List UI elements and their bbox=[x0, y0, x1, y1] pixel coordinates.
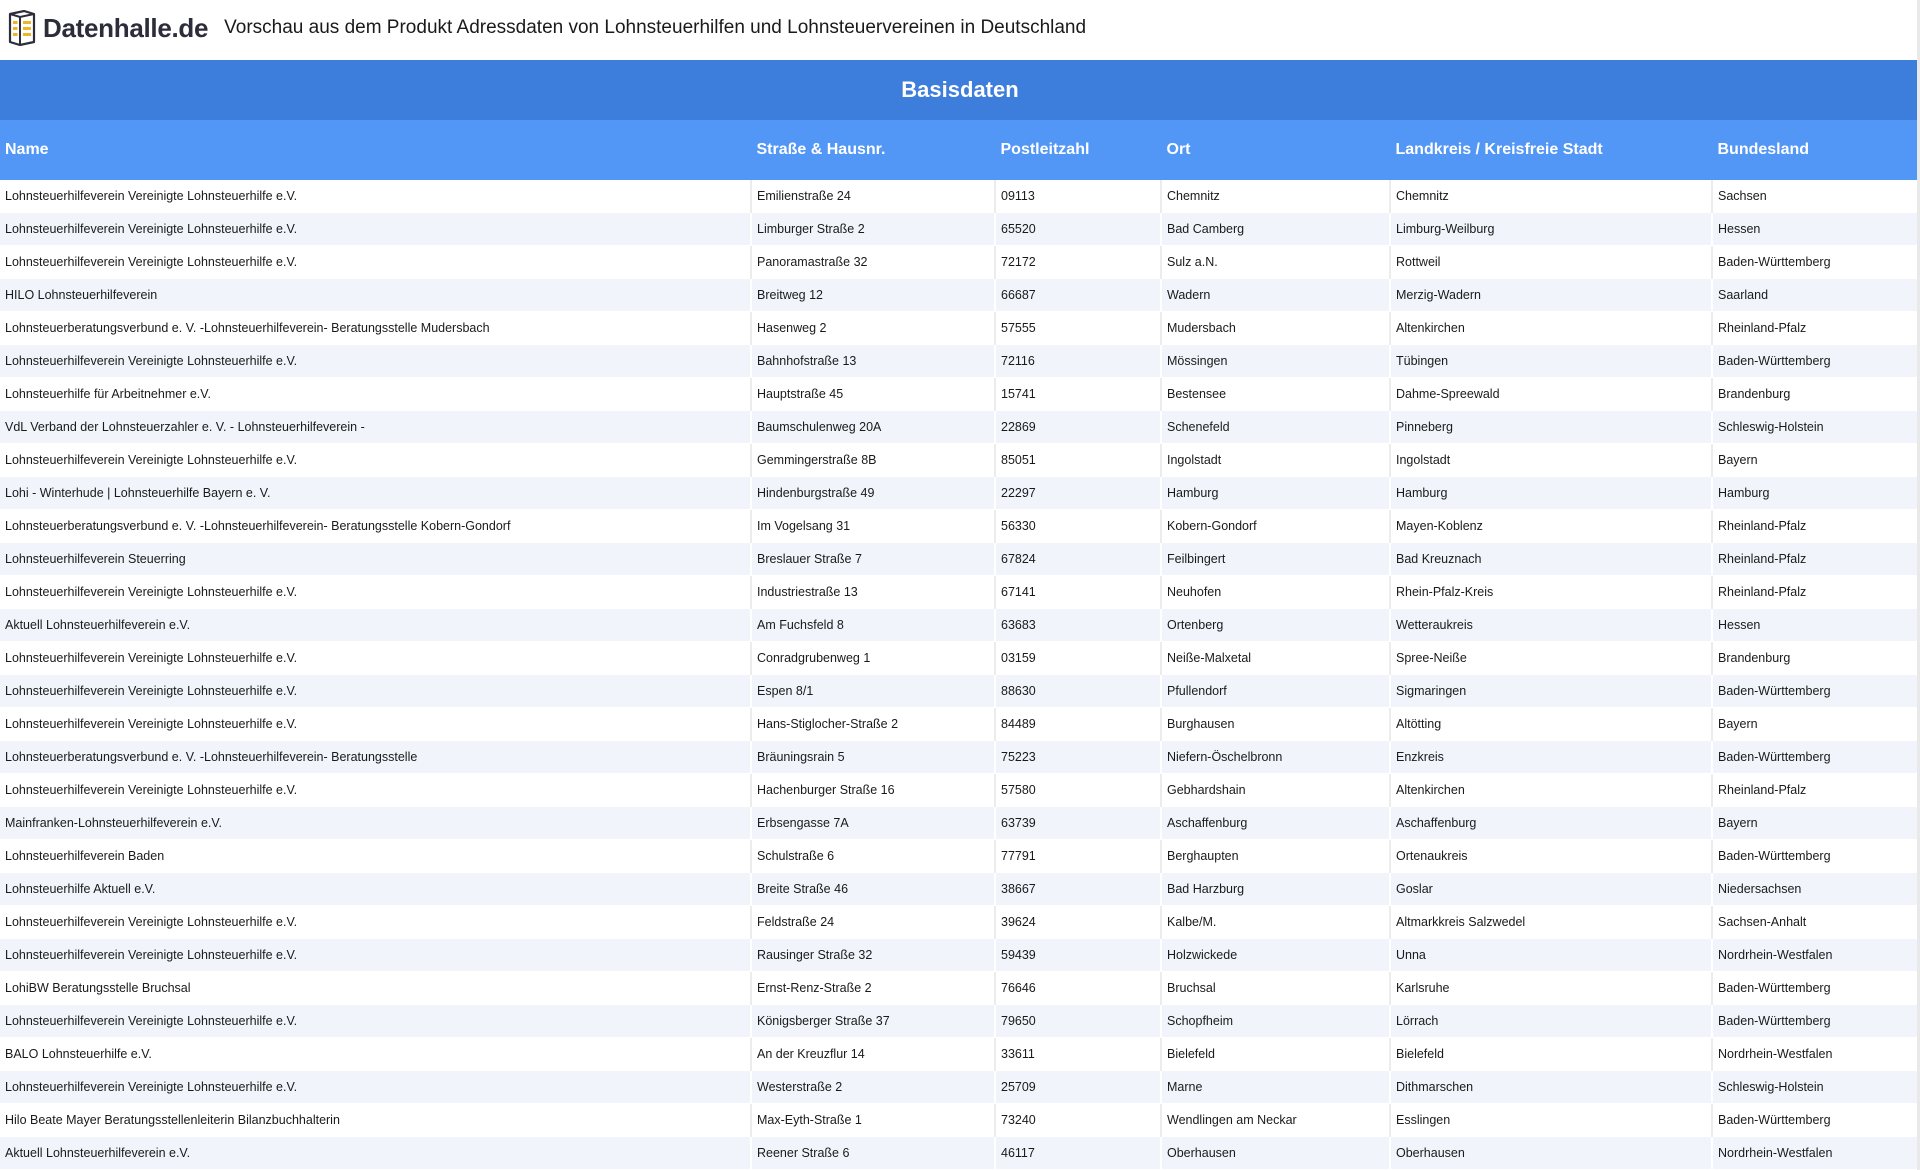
table-row bbox=[0, 906, 1920, 939]
column-state-cell: Baden-Württemberg bbox=[1712, 840, 1920, 873]
column-street-cell: Hauptstraße 45 bbox=[751, 378, 995, 411]
column-street-cell: Erbsengasse 7A bbox=[751, 807, 995, 840]
column-street-cell: Westerstraße 2 bbox=[751, 1071, 995, 1104]
column-postal-code-cell: 22297 bbox=[995, 477, 1161, 510]
column-state-cell: Baden-Württemberg bbox=[1712, 345, 1920, 378]
column-postal-code-cell: 77791 bbox=[995, 840, 1161, 873]
column-street-cell: Schulstraße 6 bbox=[751, 840, 995, 873]
column-postal-code-cell: 76646 bbox=[995, 972, 1161, 1005]
column-street-cell: Emilienstraße 24 bbox=[751, 180, 995, 213]
column-city-cell: Wadern bbox=[1161, 279, 1390, 312]
column-district-header: Landkreis / Kreisfreie Stadt bbox=[1390, 120, 1712, 180]
column-name-cell: Lohnsteuerhilfeverein Steuerring bbox=[0, 543, 751, 576]
column-street-cell: Panoramastraße 32 bbox=[751, 246, 995, 279]
column-city-cell: Gebhardshain bbox=[1161, 774, 1390, 807]
column-postal-code-cell: 88630 bbox=[995, 675, 1161, 708]
column-name-cell: Lohnsteuerhilfeverein Vereinigte Lohnsteuerhilfe e.V. bbox=[0, 708, 751, 741]
column-district-cell: Altötting bbox=[1390, 708, 1712, 741]
column-state-cell: Baden-Württemberg bbox=[1712, 972, 1920, 1005]
column-state-cell: Rheinland-Pfalz bbox=[1712, 543, 1920, 576]
column-district-cell: Rottweil bbox=[1390, 246, 1712, 279]
column-city-cell: Holzwickede bbox=[1161, 939, 1390, 972]
section-title: Basisdaten bbox=[0, 60, 1920, 120]
column-state-cell: Baden-Württemberg bbox=[1712, 246, 1920, 279]
column-name-cell: Lohnsteuerberatungsverbund e. V. -Lohnsteuerhilfeverein- Beratungsstelle bbox=[0, 741, 751, 774]
table-row bbox=[0, 609, 1920, 642]
column-district-cell: Lörrach bbox=[1390, 1005, 1712, 1038]
table-row bbox=[0, 444, 1920, 477]
column-state-cell: Saarland bbox=[1712, 279, 1920, 312]
column-street-cell: An der Kreuzflur 14 bbox=[751, 1038, 995, 1071]
column-state-cell: Nordrhein-Westfalen bbox=[1712, 939, 1920, 972]
column-postal-code-cell: 15741 bbox=[995, 378, 1161, 411]
column-city-cell: Ingolstadt bbox=[1161, 444, 1390, 477]
column-district-cell: Unna bbox=[1390, 939, 1712, 972]
column-street-cell: Limburger Straße 2 bbox=[751, 213, 995, 246]
table-row bbox=[0, 741, 1920, 774]
column-postal-code-cell: 79650 bbox=[995, 1005, 1161, 1038]
column-city-cell: Oberhausen bbox=[1161, 1137, 1390, 1170]
table-header bbox=[0, 120, 1920, 180]
column-name-cell: Lohnsteuerberatungsverbund e. V. -Lohnsteuerhilfeverein- Beratungsstelle Kobern-Gondorf bbox=[0, 510, 751, 543]
column-street-cell: Königsberger Straße 37 bbox=[751, 1005, 995, 1038]
column-city-cell: Niefern-Öschelbronn bbox=[1161, 741, 1390, 774]
column-street-cell: Ernst-Renz-Straße 2 bbox=[751, 972, 995, 1005]
column-city-cell: Neiße-Malxetal bbox=[1161, 642, 1390, 675]
column-name-cell: Aktuell Lohnsteuerhilfeverein e.V. bbox=[0, 609, 751, 642]
table-row bbox=[0, 939, 1920, 972]
table-row bbox=[0, 873, 1920, 906]
table-row bbox=[0, 807, 1920, 840]
column-name-cell: Hilo Beate Mayer Beratungsstellenleiterin Bilanzbuchhalterin bbox=[0, 1104, 751, 1137]
column-state-cell: Baden-Württemberg bbox=[1712, 675, 1920, 708]
table-row bbox=[0, 576, 1920, 609]
column-street-cell: Industriestraße 13 bbox=[751, 576, 995, 609]
column-postal-code-cell: 65520 bbox=[995, 213, 1161, 246]
column-state-cell: Hessen bbox=[1712, 609, 1920, 642]
column-street-cell: Baumschulenweg 20A bbox=[751, 411, 995, 444]
column-postal-code-cell: 66687 bbox=[995, 279, 1161, 312]
column-street-cell: Rausinger Straße 32 bbox=[751, 939, 995, 972]
column-district-cell: Aschaffenburg bbox=[1390, 807, 1712, 840]
column-district-cell: Dahme-Spreewald bbox=[1390, 378, 1712, 411]
column-postal-code-cell: 22869 bbox=[995, 411, 1161, 444]
column-name-cell: Lohnsteuerhilfe Aktuell e.V. bbox=[0, 873, 751, 906]
column-state-cell: Sachsen-Anhalt bbox=[1712, 906, 1920, 939]
column-district-cell: Ortenaukreis bbox=[1390, 840, 1712, 873]
table-row bbox=[0, 840, 1920, 873]
page-title: Vorschau aus dem Produkt Adressdaten von Lohnsteuerhilfen und Lohnsteuervereinen in Deutschland bbox=[224, 17, 1087, 38]
column-name-cell: BALO Lohnsteuerhilfe e.V. bbox=[0, 1038, 751, 1071]
column-street-cell: Breslauer Straße 7 bbox=[751, 543, 995, 576]
column-state-cell: Bayern bbox=[1712, 444, 1920, 477]
column-city-cell: Feilbingert bbox=[1161, 543, 1390, 576]
column-state-cell: Baden-Württemberg bbox=[1712, 1104, 1920, 1137]
column-district-cell: Rhein-Pfalz-Kreis bbox=[1390, 576, 1712, 609]
column-district-cell: Ingolstadt bbox=[1390, 444, 1712, 477]
table-row bbox=[0, 477, 1920, 510]
column-state-cell: Baden-Württemberg bbox=[1712, 741, 1920, 774]
table-row bbox=[0, 642, 1920, 675]
column-postal-code-cell: 72116 bbox=[995, 345, 1161, 378]
column-name-cell: Lohnsteuerhilfeverein Vereinigte Lohnsteuerhilfe e.V. bbox=[0, 906, 751, 939]
column-name-cell: Lohnsteuerhilfeverein Vereinigte Lohnsteuerhilfe e.V. bbox=[0, 675, 751, 708]
column-district-cell: Enzkreis bbox=[1390, 741, 1712, 774]
column-district-cell: Altenkirchen bbox=[1390, 312, 1712, 345]
column-state-cell: Rheinland-Pfalz bbox=[1712, 510, 1920, 543]
column-street-cell: Gemmingerstraße 8B bbox=[751, 444, 995, 477]
column-postal-code-cell: 25709 bbox=[995, 1071, 1161, 1104]
brand-name: Datenhalle.de bbox=[43, 12, 209, 43]
column-name-cell: Lohnsteuerhilfeverein Vereinigte Lohnsteuerhilfe e.V. bbox=[0, 345, 751, 378]
column-name-cell: Lohnsteuerhilfeverein Vereinigte Lohnsteuerhilfe e.V. bbox=[0, 444, 751, 477]
column-name-cell: Lohnsteuerhilfeverein Vereinigte Lohnsteuerhilfe e.V. bbox=[0, 576, 751, 609]
column-postal-code-cell: 67824 bbox=[995, 543, 1161, 576]
column-postal-code-cell: 57580 bbox=[995, 774, 1161, 807]
column-street-cell: Bräuningsrain 5 bbox=[751, 741, 995, 774]
column-postal-code-cell: 75223 bbox=[995, 741, 1161, 774]
column-postal-code-cell: 33611 bbox=[995, 1038, 1161, 1071]
column-city-cell: Wendlingen am Neckar bbox=[1161, 1104, 1390, 1137]
column-state-cell: Rheinland-Pfalz bbox=[1712, 576, 1920, 609]
column-postal-code-cell: 57555 bbox=[995, 312, 1161, 345]
table-row bbox=[0, 345, 1920, 378]
column-name-cell: Mainfranken-Lohnsteuerhilfeverein e.V. bbox=[0, 807, 751, 840]
column-state-cell: Sachsen bbox=[1712, 180, 1920, 213]
column-postal-code-cell: 39624 bbox=[995, 906, 1161, 939]
column-city-cell: Bruchsal bbox=[1161, 972, 1390, 1005]
column-city-cell: Pfullendorf bbox=[1161, 675, 1390, 708]
table-row bbox=[0, 411, 1920, 444]
column-street-cell: Espen 8/1 bbox=[751, 675, 995, 708]
column-name-cell: Aktuell Lohnsteuerhilfeverein e.V. bbox=[0, 1137, 751, 1170]
column-district-cell: Pinneberg bbox=[1390, 411, 1712, 444]
table-row bbox=[0, 213, 1920, 246]
column-state-cell: Baden-Württemberg bbox=[1712, 1005, 1920, 1038]
brand-logo[interactable] bbox=[6, 10, 208, 46]
column-street-cell: Im Vogelsang 31 bbox=[751, 510, 995, 543]
column-street-cell: Max-Eyth-Straße 1 bbox=[751, 1104, 995, 1137]
column-name-cell: Lohnsteuerhilfe für Arbeitnehmer e.V. bbox=[0, 378, 751, 411]
column-street-cell: Hachenburger Straße 16 bbox=[751, 774, 995, 807]
column-state-cell: Bayern bbox=[1712, 708, 1920, 741]
column-name-cell: VdL Verband der Lohnsteuerzahler e. V. - Lohnsteuerhilfeverein - bbox=[0, 411, 751, 444]
table-row bbox=[0, 1104, 1920, 1137]
column-postal-code-cell: 63739 bbox=[995, 807, 1161, 840]
column-state-cell: Schleswig-Holstein bbox=[1712, 411, 1920, 444]
column-city-cell: Ortenberg bbox=[1161, 609, 1390, 642]
column-postal-code-cell: 03159 bbox=[995, 642, 1161, 675]
table-row bbox=[0, 1071, 1920, 1104]
column-state-cell: Niedersachsen bbox=[1712, 873, 1920, 906]
column-state-cell: Brandenburg bbox=[1712, 378, 1920, 411]
column-district-cell: Bielefeld bbox=[1390, 1038, 1712, 1071]
table-row bbox=[0, 708, 1920, 741]
column-postal-code-cell: 59439 bbox=[995, 939, 1161, 972]
column-name-cell: Lohnsteuerhilfeverein Vereinigte Lohnsteuerhilfe e.V. bbox=[0, 642, 751, 675]
column-city-cell: Marne bbox=[1161, 1071, 1390, 1104]
column-name-cell: Lohi - Winterhude | Lohnsteuerhilfe Bayern e. V. bbox=[0, 477, 751, 510]
column-state-cell: Rheinland-Pfalz bbox=[1712, 774, 1920, 807]
table-row bbox=[0, 675, 1920, 708]
column-street-cell: Breite Straße 46 bbox=[751, 873, 995, 906]
column-district-cell: Dithmarschen bbox=[1390, 1071, 1712, 1104]
table-row bbox=[0, 1137, 1920, 1170]
column-district-cell: Chemnitz bbox=[1390, 180, 1712, 213]
column-postal-code-cell: 46117 bbox=[995, 1137, 1161, 1170]
column-name-cell: Lohnsteuerhilfeverein Vereinigte Lohnsteuerhilfe e.V. bbox=[0, 1005, 751, 1038]
column-postal-code-cell: 38667 bbox=[995, 873, 1161, 906]
table-row bbox=[0, 510, 1920, 543]
column-postal-code-cell: 84489 bbox=[995, 708, 1161, 741]
column-name-cell: Lohnsteuerhilfeverein Vereinigte Lohnsteuerhilfe e.V. bbox=[0, 213, 751, 246]
column-state-cell: Brandenburg bbox=[1712, 642, 1920, 675]
column-district-cell: Karlsruhe bbox=[1390, 972, 1712, 1005]
column-state-cell: Hessen bbox=[1712, 213, 1920, 246]
column-postal-code-cell: 67141 bbox=[995, 576, 1161, 609]
column-postal-code-cell: 56330 bbox=[995, 510, 1161, 543]
column-state-cell: Nordrhein-Westfalen bbox=[1712, 1038, 1920, 1071]
table-row bbox=[0, 774, 1920, 807]
column-district-cell: Oberhausen bbox=[1390, 1137, 1712, 1170]
table-row bbox=[0, 180, 1920, 213]
column-district-cell: Bad Kreuznach bbox=[1390, 543, 1712, 576]
table-row bbox=[0, 246, 1920, 279]
table-body bbox=[0, 180, 1920, 1170]
column-street-cell: Breitweg 12 bbox=[751, 279, 995, 312]
table-row bbox=[0, 1038, 1920, 1071]
column-district-cell: Mayen-Koblenz bbox=[1390, 510, 1712, 543]
column-city-cell: Aschaffenburg bbox=[1161, 807, 1390, 840]
address-table bbox=[0, 120, 1920, 1170]
column-city-cell: Schopfheim bbox=[1161, 1005, 1390, 1038]
column-postal-code-cell: 72172 bbox=[995, 246, 1161, 279]
column-city-cell: Bestensee bbox=[1161, 378, 1390, 411]
column-name-cell: Lohnsteuerhilfeverein Vereinigte Lohnsteuerhilfe e.V. bbox=[0, 774, 751, 807]
column-city-cell: Schenefeld bbox=[1161, 411, 1390, 444]
column-district-cell: Merzig-Wadern bbox=[1390, 279, 1712, 312]
column-postal-code-cell: 63683 bbox=[995, 609, 1161, 642]
column-state-cell: Rheinland-Pfalz bbox=[1712, 312, 1920, 345]
column-city-cell: Bielefeld bbox=[1161, 1038, 1390, 1071]
column-city-cell: Berghaupten bbox=[1161, 840, 1390, 873]
column-city-cell: Bad Harzburg bbox=[1161, 873, 1390, 906]
column-district-cell: Altmarkkreis Salzwedel bbox=[1390, 906, 1712, 939]
column-city-cell: Chemnitz bbox=[1161, 180, 1390, 213]
column-district-cell: Altenkirchen bbox=[1390, 774, 1712, 807]
column-city-cell: Kobern-Gondorf bbox=[1161, 510, 1390, 543]
table-row bbox=[0, 378, 1920, 411]
column-state-header: Bundesland bbox=[1712, 120, 1920, 180]
column-street-cell: Hindenburgstraße 49 bbox=[751, 477, 995, 510]
table-row bbox=[0, 972, 1920, 1005]
column-district-cell: Sigmaringen bbox=[1390, 675, 1712, 708]
column-city-header: Ort bbox=[1161, 120, 1390, 180]
table-row bbox=[0, 312, 1920, 345]
column-street-cell: Reener Straße 6 bbox=[751, 1137, 995, 1170]
column-district-cell: Esslingen bbox=[1390, 1104, 1712, 1137]
column-district-cell: Tübingen bbox=[1390, 345, 1712, 378]
column-district-cell: Spree-Neiße bbox=[1390, 642, 1712, 675]
database-icon bbox=[6, 10, 38, 46]
column-city-cell: Bad Camberg bbox=[1161, 213, 1390, 246]
column-street-cell: Bahnhofstraße 13 bbox=[751, 345, 995, 378]
column-city-cell: Neuhofen bbox=[1161, 576, 1390, 609]
column-postal-code-cell: 09113 bbox=[995, 180, 1161, 213]
column-city-cell: Sulz a.N. bbox=[1161, 246, 1390, 279]
column-street-cell: Hasenweg 2 bbox=[751, 312, 995, 345]
column-name-cell: Lohnsteuerhilfeverein Baden bbox=[0, 840, 751, 873]
column-name-cell: Lohnsteuerhilfeverein Vereinigte Lohnsteuerhilfe e.V. bbox=[0, 246, 751, 279]
column-name-cell: Lohnsteuerhilfeverein Vereinigte Lohnsteuerhilfe e.V. bbox=[0, 939, 751, 972]
column-street-cell: Hans-Stiglocher-Straße 2 bbox=[751, 708, 995, 741]
column-state-cell: Hamburg bbox=[1712, 477, 1920, 510]
column-postal-code-cell: 73240 bbox=[995, 1104, 1161, 1137]
top-bar bbox=[0, 0, 1920, 56]
column-district-cell: Hamburg bbox=[1390, 477, 1712, 510]
column-city-cell: Kalbe/M. bbox=[1161, 906, 1390, 939]
column-city-cell: Mössingen bbox=[1161, 345, 1390, 378]
column-name-cell: HILO Lohnsteuerhilfeverein bbox=[0, 279, 751, 312]
table-row bbox=[0, 279, 1920, 312]
column-city-cell: Hamburg bbox=[1161, 477, 1390, 510]
column-city-cell: Mudersbach bbox=[1161, 312, 1390, 345]
table-row bbox=[0, 543, 1920, 576]
column-name-cell: Lohnsteuerhilfeverein Vereinigte Lohnsteuerhilfe e.V. bbox=[0, 1071, 751, 1104]
column-postal-code-cell: 85051 bbox=[995, 444, 1161, 477]
column-name-header: Name bbox=[0, 120, 751, 180]
column-street-cell: Conradgrubenweg 1 bbox=[751, 642, 995, 675]
column-state-cell: Bayern bbox=[1712, 807, 1920, 840]
column-district-cell: Wetteraukreis bbox=[1390, 609, 1712, 642]
column-name-cell: Lohnsteuerhilfeverein Vereinigte Lohnsteuerhilfe e.V. bbox=[0, 180, 751, 213]
column-district-cell: Goslar bbox=[1390, 873, 1712, 906]
header-row bbox=[0, 120, 1920, 180]
column-district-cell: Limburg-Weilburg bbox=[1390, 213, 1712, 246]
column-state-cell: Schleswig-Holstein bbox=[1712, 1071, 1920, 1104]
column-street-cell: Feldstraße 24 bbox=[751, 906, 995, 939]
column-city-cell: Burghausen bbox=[1161, 708, 1390, 741]
column-name-cell: LohiBW Beratungsstelle Bruchsal bbox=[0, 972, 751, 1005]
column-postal-code-header: Postleitzahl bbox=[995, 120, 1161, 180]
column-street-header: Straße & Hausnr. bbox=[751, 120, 995, 180]
column-street-cell: Am Fuchsfeld 8 bbox=[751, 609, 995, 642]
table-row bbox=[0, 1005, 1920, 1038]
column-name-cell: Lohnsteuerberatungsverbund e. V. -Lohnsteuerhilfeverein- Beratungsstelle Mudersbach bbox=[0, 312, 751, 345]
column-state-cell: Nordrhein-Westfalen bbox=[1712, 1137, 1920, 1170]
